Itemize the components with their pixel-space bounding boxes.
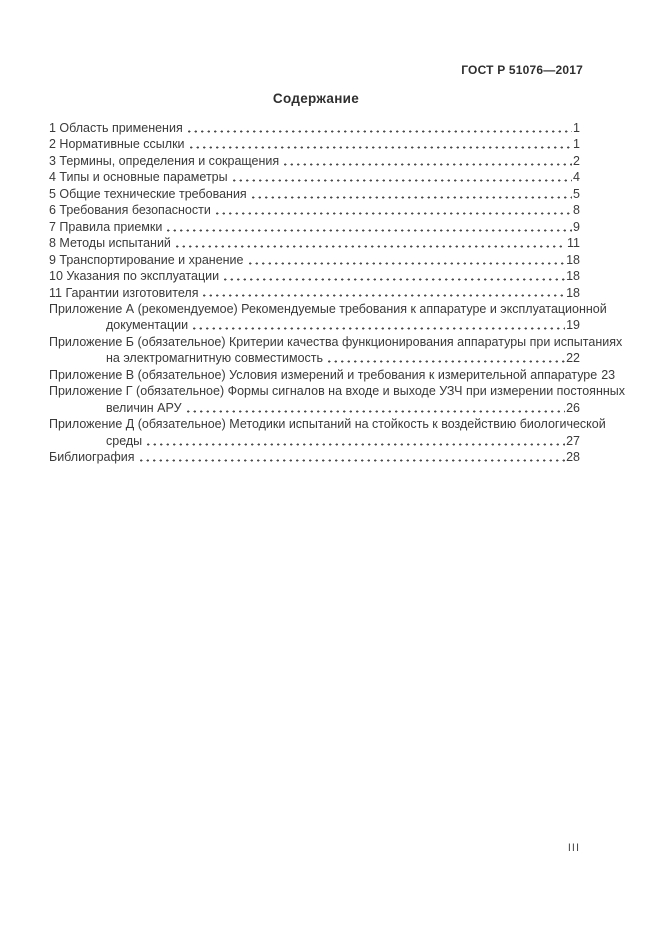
- toc-entry: [49, 416, 606, 449]
- toc-entry: [49, 169, 580, 185]
- toc-entry-line: [49, 136, 580, 152]
- dot-leader: [201, 285, 565, 301]
- dot-leader: [186, 120, 572, 136]
- toc-entry-line: [49, 416, 606, 432]
- toc-entry-page-number: 5: [573, 186, 580, 201]
- toc-entry-title: 1 Область применения: [49, 121, 183, 135]
- toc-entry-title: 2 Нормативные ссылки: [49, 137, 185, 152]
- toc-entry: [49, 301, 607, 334]
- toc-entry-page-number: 9: [573, 219, 580, 234]
- toc-entry-title: 9 Транспортирование и хранение: [49, 252, 244, 267]
- toc-entry-line: [49, 317, 580, 333]
- toc-entry-title: 5 Общие технические требования: [49, 186, 247, 201]
- toc-entry-title: 8 Методы испытаний: [49, 236, 171, 251]
- toc-entry-line: [49, 235, 580, 251]
- toc-entry-page-number: 4: [573, 170, 580, 185]
- toc-entry-line: [49, 400, 580, 416]
- toc-entry-title: 4 Типы и основные параметры: [49, 170, 228, 185]
- toc-entry-title: 3 Термины, определения и сокращения: [49, 153, 280, 168]
- toc-entry-line: [49, 334, 623, 350]
- toc-entry-line: [49, 120, 580, 136]
- dot-leader: [165, 219, 572, 235]
- toc-entry-title: Приложение А (рекомендуемое) Рекомендуемые требования к аппаратуре и эксплуатационной: [49, 301, 607, 316]
- toc-entry: [49, 383, 625, 416]
- toc-entry-line: [49, 153, 580, 169]
- toc-entry-title: Приложение В (обязательное) Условия измерений и требования к измерительной аппаратуре: [49, 367, 598, 382]
- toc-entry-line: [49, 268, 580, 284]
- dot-leader: [326, 350, 565, 366]
- toc-entry: [49, 268, 580, 284]
- toc-entry-title: Приложение Д (обязательное) Методики испытаний на стойкость к воздействию биологической: [49, 417, 606, 432]
- toc-entry-page-number: 19: [566, 318, 580, 333]
- toc-entry-title: 11 Гарантии изготовителя: [49, 285, 199, 300]
- toc-entry-title: среды: [106, 433, 143, 448]
- toc-entry-line: [49, 350, 580, 366]
- toc-entry-line: [49, 169, 580, 185]
- toc-entry-page-number: 18: [566, 269, 580, 284]
- toc-entry-line: [49, 219, 580, 235]
- toc-entry: [49, 120, 580, 136]
- toc-entry-title: на электромагнитную совместимость: [106, 351, 324, 366]
- toc-entry-page-number: 27: [566, 433, 580, 448]
- toc-entry: [49, 449, 580, 465]
- toc-entry-line: [49, 433, 580, 449]
- toc-entry-line: [49, 186, 580, 202]
- toc-entry-title: Приложение Б (обязательное) Критерии качества функционирования аппаратуры при испытаниях: [49, 334, 623, 349]
- toc-entry: [49, 367, 616, 383]
- dot-leader: [185, 400, 566, 416]
- toc-entry: [49, 235, 580, 251]
- toc-entry: [49, 252, 580, 268]
- dot-leader: [174, 235, 566, 251]
- toc-entry: [49, 186, 580, 202]
- toc-entry-title: величин АРУ: [106, 400, 182, 415]
- toc-entry-title: 10 Указания по эксплуатации: [49, 269, 220, 284]
- toc-entry-line: [49, 252, 580, 268]
- dot-leader: [250, 186, 572, 202]
- toc-entry-title: Приложение Г (обязательное) Формы сигналов на входе и выходе УЗЧ при измерении постоянных: [49, 384, 625, 399]
- toc-entry-title: 7 Правила приемки: [49, 219, 163, 234]
- toc-entry-page-number: 18: [566, 285, 580, 300]
- toc-entry-title: документации: [106, 318, 189, 333]
- toc-entry-line: [49, 383, 625, 399]
- toc-entry: [49, 285, 580, 301]
- toc-entry-page-number: 2: [573, 153, 580, 168]
- page-number: III: [567, 842, 580, 854]
- toc-entry-page-number: 23: [601, 367, 616, 382]
- toc-entry-line: [49, 449, 580, 465]
- toc-entry-title: 6 Требования безопасности: [49, 203, 211, 218]
- toc-entry-page-number: 18: [566, 252, 580, 267]
- dot-leader: [222, 268, 565, 284]
- dot-leader: [191, 317, 565, 333]
- page-title: Содержание: [272, 91, 360, 106]
- toc-entry-page-number: 26: [566, 400, 580, 415]
- toc-entry-line: [49, 285, 580, 301]
- table-of-contents: [49, 120, 625, 466]
- toc-entry-page-number: 1: [573, 121, 580, 135]
- dot-leader: [247, 252, 566, 268]
- toc-entry-page-number: 11: [567, 236, 580, 251]
- dot-leader: [138, 449, 566, 465]
- toc-entry-line: [49, 301, 607, 317]
- toc-entry: [49, 334, 623, 367]
- document-number: ГОСТ Р 51076—2017: [461, 63, 583, 77]
- toc-entry-page-number: 22: [566, 351, 580, 366]
- dot-leader: [231, 169, 572, 185]
- toc-entry: [49, 202, 580, 218]
- toc-entry: [49, 219, 580, 235]
- toc-entry-title: Библиография: [49, 450, 135, 465]
- toc-entry-page-number: 8: [573, 203, 580, 218]
- dot-leader: [145, 433, 565, 449]
- toc-entry: [49, 153, 580, 169]
- toc-entry-line: [49, 202, 580, 218]
- dot-leader: [214, 202, 572, 218]
- toc-entry: [49, 136, 580, 152]
- toc-entry-line: [49, 367, 616, 383]
- dot-leader: [188, 136, 573, 152]
- toc-entry-page-number: 28: [566, 450, 580, 465]
- toc-entry-page-number: 1: [573, 137, 580, 152]
- dot-leader: [282, 153, 572, 169]
